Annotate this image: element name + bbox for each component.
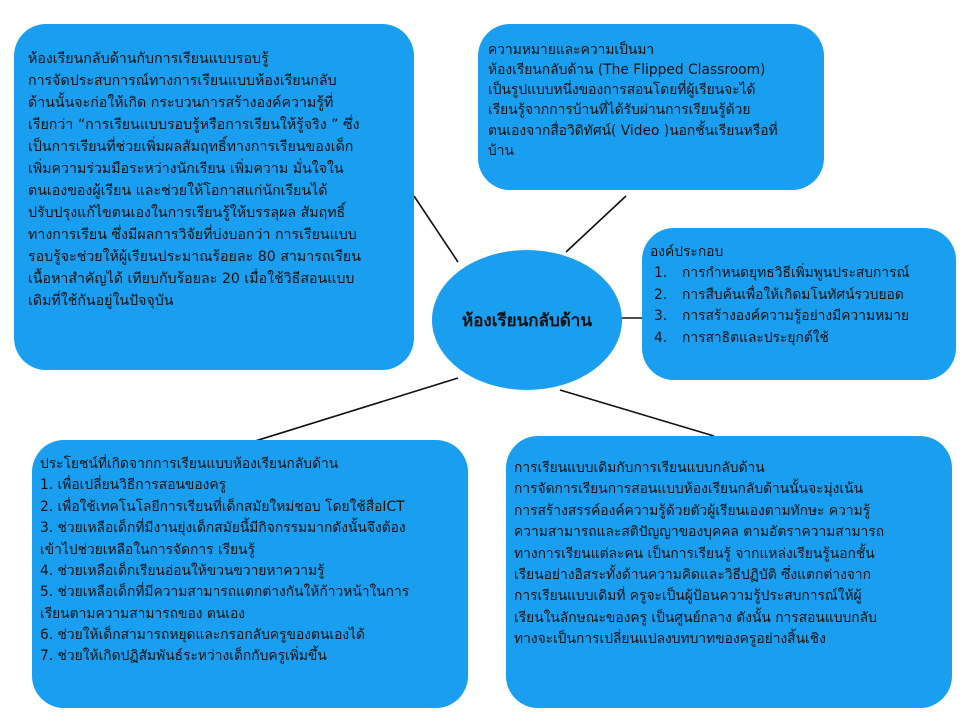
box-line: 7. ช่วยให้เกิดปฏิสัมพันธ์ระหว่างเด็กกับครูเพิ่มขึ้น — [40, 648, 327, 665]
central-topic-node — [432, 250, 622, 390]
connector-left — [414, 196, 458, 262]
mastery-learning-box — [14, 24, 414, 370]
benefits-box — [32, 440, 468, 708]
box-line: เดิมที่ใช้กันอยู่ในปัจจุบัน — [28, 293, 174, 309]
list-item-number: 2. — [654, 286, 668, 303]
list-item-text: การกำหนดยุทธวิธีเพิ่มพูนประสบการณ์ — [682, 265, 910, 282]
meaning-origin-box — [478, 24, 824, 190]
traditional-vs-flipped-box — [506, 436, 952, 708]
list-item — [650, 285, 950, 306]
box-line: การเรียนแบบเดิมที่ ครูจะเป็นผู้ป้อนความรู้ประสบการณ์ให้ผู้ — [514, 588, 862, 605]
list-item — [650, 263, 950, 284]
box-line: เป็นรูปแบบหนึ่งของการสอนโดยที่ผู้เรียนจะได้ — [488, 82, 756, 99]
box-line: 3. ช่วยเหลือเด็กที่มีงานยุ่งเด็กสมัยนี้มีกิจกรรมมากดังนั้นจึงต้อง — [40, 520, 406, 537]
box-line: การจัดการเรียนการสอนแบบห้องเรียนกลับด้านนั้นจะมุ่งเน้น — [514, 481, 863, 498]
box-line: บ้าน — [488, 142, 514, 159]
box-line: 4. ช่วยเหลือเด็กเรียนอ่อนให้ขวนขวายหาความรู้ — [40, 562, 325, 579]
box-line: ความหมายและความเป็นมา — [488, 42, 655, 58]
box-line: ทางการเรียน ซึ่งมีผลการวิจัยที่บ่งบอกว่า การเรียนแบบ — [28, 227, 357, 243]
list-item-text: การสาธิตและประยุกต์ใช้ — [682, 329, 829, 346]
box-line: 6. ช่วยให้เด็กสามารถหยุดและกรอกลับครูของตนเองได้ — [40, 627, 366, 643]
box-line: ความสามารถและสติปัญญาของบุคคล ตามอัตราความสามารถ — [514, 524, 885, 541]
box-line: รอบรู้จะช่วยให้ผู้เรียนประมาณร้อยละ 80 สามารถเรียน — [28, 249, 361, 265]
box-line: ห้องเรียนกลับด้าน (The Flipped Classroom) — [488, 62, 766, 79]
box-line: ด้านนั้นจะก่อให้เกิด กระบวนการสร้างองค์ความรู้ที่ — [28, 95, 334, 111]
box-line: ตนเองของผู้เรียน และช่วยให้โอกาสแก่นักเรียนได้ — [28, 183, 328, 199]
box-line: ทางการเรียนแต่ละคน เป็นการเรียนรู้ จากแหล่งเรียนรู้นอกชั้น — [514, 545, 875, 562]
box-line: 2. เพื่อใช้เทคโนโลยีการเรียนที่เด็กสมัยใหม่ชอบ โดยใช้สื่อICT — [40, 498, 405, 515]
box-line: ห้องเรียนกลับด้านกับการเรียนแบบรอบรู้ — [28, 51, 269, 67]
box-line: การเรียนแบบเดิมกับการเรียนแบบกลับด้าน — [514, 460, 765, 476]
list-item-number: 3. — [654, 308, 668, 325]
box-line: การจัดประสบการณ์ทางการเรียนแบบห้องเรียนกลับ — [28, 73, 337, 89]
list-item-text: การสร้างองค์ความรู้อย่างมีความหมาย — [682, 308, 910, 325]
box-line: 1. เพื่อเปลี่ยนวิธีการสอนของครู — [40, 477, 227, 494]
box-line: ปรับปรุงแก้ไขตนเองในการเรียนรู้ให้บรรลุผล สัมฤทธิ์ — [28, 205, 346, 221]
box-line: 5. ช่วยเหลือเด็กที่มีความสามารถแตกต่างกันให้ก้าวหน้าในการ — [40, 584, 410, 601]
box-line: ทางจะเป็นการเปลี่ยนแปลงบทบาทของครูอย่างสิ้นเชิง — [514, 631, 826, 647]
list-item-number: 1. — [654, 265, 668, 282]
connector-bottom-right — [560, 390, 714, 436]
box-line: การสร้างสรรค์องค์ความรู้ด้วยตัวผู้เรียนเองตามทักษะ ความรู้ — [514, 502, 871, 519]
connector-bottom-left — [252, 378, 458, 442]
list-item — [650, 306, 950, 327]
box-line: เข้าไปช่วยเหลือในการจัดการ เรียนรู้ — [40, 541, 256, 558]
components-title: องค์ประกอบ — [650, 244, 724, 260]
central-topic-label: ห้องเรียนกลับด้าน — [462, 310, 592, 331]
box-line: เรียนรู้จากการบ้านที่ได้รับผ่านการเรียนรู้ด้วย — [488, 102, 751, 119]
list-item-number: 4. — [654, 329, 668, 346]
box-line: เรียนในลักษณะของครู เป็นศูนย์กลาง ดังนั้น การสอนแบบกลับ — [514, 609, 877, 626]
box-line: เป็นการเรียนที่ช่วยเพิ่มผลสัมฤทธิ์ทางการเรียนของเด็ก — [28, 139, 354, 155]
components-box — [642, 228, 956, 380]
list-item — [650, 328, 950, 349]
box-line: เนื้อหาสำคัญได้ เทียบกับร้อยละ 20 เมื่อใช้วิธีสอนแบบ — [28, 271, 355, 287]
box-line: ประโยชน์ที่เกิดจากการเรียนแบบห้องเรียนกลับด้าน — [40, 456, 339, 472]
box-line: เรียนตามความสามารถของ ตนเอง — [40, 605, 246, 622]
box-line: เรียกว่า “การเรียนแบบรอบรู้หรือการเรียนให้รู้จริง ” ซึ่ง — [28, 117, 360, 133]
connector-top-right — [566, 196, 626, 252]
components-list — [650, 263, 950, 349]
box-line: เรียนอย่างอิสระทั้งด้านความคิดและวิธีปฏิบัติ ซึ่งแตกต่างจาก — [514, 566, 871, 583]
list-item-text: การสืบค้นเพื่อให้เกิดมโนทัศน์รวบยอด — [682, 286, 904, 303]
box-line: ตนเองจากสื่อวิดิทัศน์( Video )นอกชั้นเรียนหรือที่ — [488, 122, 778, 139]
box-line: เพิ่มความร่วมมือระหว่างนักเรียน เพิ่มความ มั่นใจใน — [28, 161, 344, 177]
